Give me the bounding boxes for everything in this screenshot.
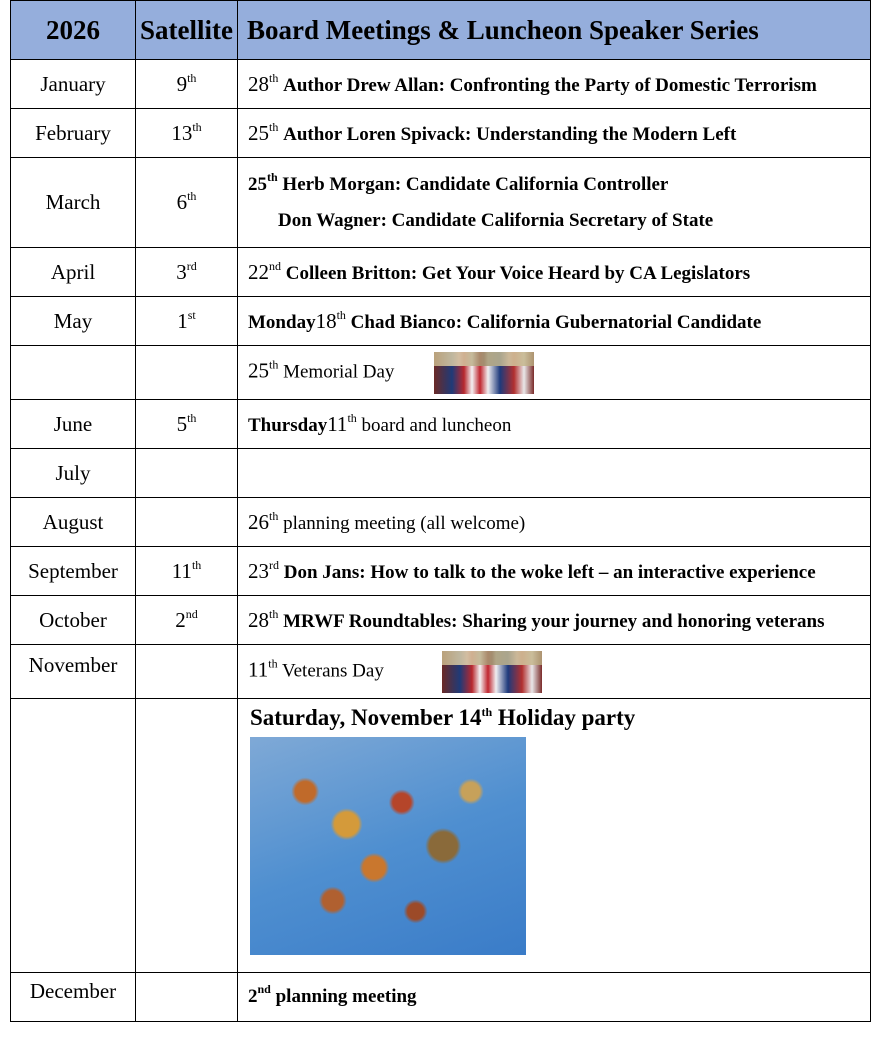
autumn-leaves-image: [250, 737, 526, 955]
event-cell: [238, 449, 871, 498]
event-cell: 25th Author Loren Spivack: Understanding the Modern Left: [238, 109, 871, 158]
table-row: [11, 297, 871, 346]
satellite-header: Satellite: [136, 1, 238, 60]
event-text: Don Jans: How to talk to the woke left – an interactive experience: [283, 561, 816, 583]
month-cell: October: [11, 596, 136, 645]
event-cell: Thursday11th board and luncheon: [238, 400, 871, 449]
event-cell: 23rd Don Jans: How to talk to the woke left – an interactive experience: [238, 547, 871, 596]
event-text: board and luncheon: [361, 414, 512, 436]
satellite-cell: [136, 699, 238, 973]
event-cell: Monday18th Chad Bianco: California Gubernatorial Candidate: [238, 297, 871, 346]
satellite-cell: 2nd: [136, 596, 238, 645]
flags-image: [434, 352, 534, 394]
month-cell: November: [11, 645, 136, 699]
event-text: Veterans Day: [282, 659, 384, 681]
satellite-cell: [136, 449, 238, 498]
event-cell: 28th MRWF Roundtables: Sharing your journey and honoring veterans: [238, 596, 871, 645]
month-cell: September: [11, 547, 136, 596]
satellite-cell: 9th: [136, 60, 238, 109]
event-text: Author Drew Allan: Confronting the Party of Domestic Terrorism: [283, 74, 817, 96]
event-cell: 25th Memorial Day: [238, 346, 871, 400]
satellite-cell: [136, 498, 238, 547]
month-cell: December: [11, 973, 136, 1022]
satellite-cell: [136, 346, 238, 400]
month-cell: [11, 346, 136, 400]
series-header: Board Meetings & Luncheon Speaker Series: [238, 1, 871, 60]
table-row: [11, 400, 871, 449]
event-cell: 2nd planning meeting: [238, 973, 871, 1022]
month-cell: February: [11, 109, 136, 158]
event-text: Herb Morgan: Candidate California Controller: [282, 173, 669, 195]
event-text: Memorial Day: [283, 360, 395, 382]
event-text: MRWF Roundtables: Sharing your journey and honoring veterans: [283, 610, 825, 632]
event-text: Chad Bianco: California Gubernatorial Candidate: [350, 311, 762, 333]
table-row: [11, 60, 871, 109]
month-cell: March: [11, 158, 136, 248]
month-cell: May: [11, 297, 136, 346]
satellite-cell: 11th: [136, 547, 238, 596]
event-text-second: Don Wagner: Candidate California Secretary of State: [278, 209, 714, 231]
table-row: [11, 109, 871, 158]
satellite-cell: 3rd: [136, 248, 238, 297]
month-cell: [11, 699, 136, 973]
month-cell: August: [11, 498, 136, 547]
flags-image: [442, 651, 542, 693]
event-cell: 22nd Colleen Britton: Get Your Voice Heard by CA Legislators: [238, 248, 871, 297]
year-header: 2026: [11, 1, 136, 60]
table-row: [11, 346, 871, 400]
holiday-party-title: Saturday, November 14th Holiday party: [250, 705, 636, 730]
month-cell: June: [11, 400, 136, 449]
month-cell: January: [11, 60, 136, 109]
event-cell: 28th Author Drew Allan: Confronting the Party of Domestic Terrorism: [238, 60, 871, 109]
table-row: [11, 596, 871, 645]
month-cell: July: [11, 449, 136, 498]
table-row: [11, 699, 871, 973]
table-row: [11, 973, 871, 1022]
table-row: [11, 248, 871, 297]
header-row: [11, 1, 871, 60]
table-row: [11, 547, 871, 596]
satellite-cell: [136, 645, 238, 699]
table-row: [11, 158, 871, 248]
event-cell: [238, 699, 871, 973]
event-text: planning meeting (all welcome): [283, 512, 526, 534]
table-row: [11, 449, 871, 498]
table-row: [11, 498, 871, 547]
event-cell: 25th Herb Morgan: Candidate California Controller Don Wagner: Candidate California Secretary of State: [238, 158, 871, 248]
satellite-cell: 1st: [136, 297, 238, 346]
event-text: Author Loren Spivack: Understanding the Modern Left: [283, 123, 737, 145]
satellite-cell: [136, 973, 238, 1022]
table-row: [11, 645, 871, 699]
satellite-cell: 5th: [136, 400, 238, 449]
month-cell: April: [11, 248, 136, 297]
event-cell: 26th planning meeting (all welcome): [238, 498, 871, 547]
schedule-table: [10, 0, 871, 1022]
satellite-cell: 6th: [136, 158, 238, 248]
event-text: planning meeting: [275, 986, 417, 1007]
satellite-cell: 13th: [136, 109, 238, 158]
event-text: Colleen Britton: Get Your Voice Heard by CA Legislators: [285, 262, 751, 284]
event-cell: 11th Veterans Day: [238, 645, 871, 699]
